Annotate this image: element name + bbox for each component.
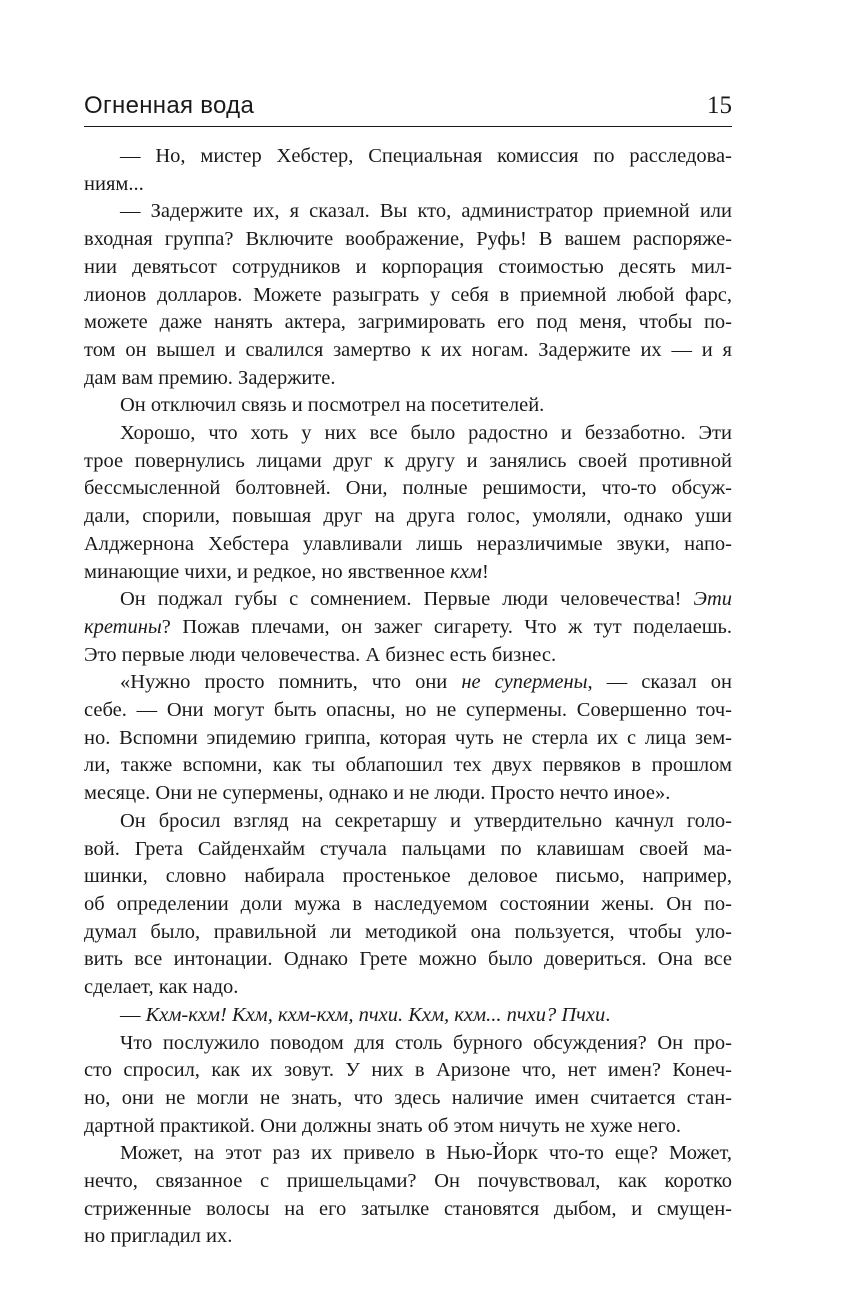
- text-run: Может, на этот раз их привело в Нью-Йорк что-то еще? Может,: [120, 1142, 732, 1165]
- text-line: [84, 254, 732, 282]
- text-run: Он бросил взгляд на секретаршу и утвердительно качнул голо-: [120, 809, 732, 832]
- italic-run: кхм: [450, 560, 482, 583]
- text-run: Это первые люди человечества. А бизнес есть бизнес.: [84, 643, 557, 666]
- text-line: [84, 1113, 732, 1141]
- text-line: [84, 143, 732, 171]
- text-run: .: [605, 1003, 611, 1026]
- text-run: Алджернона Хебстера улавливали лишь неразличимые звуки, напо-: [84, 532, 732, 555]
- text-run: дам вам премию. Задержите.: [84, 366, 336, 389]
- text-run: можете даже нанять актера, загримировать его под меня, чтобы по-: [84, 311, 732, 334]
- text-line: [84, 586, 732, 614]
- text-run: Он отключил связь и посмотрел на посетителей.: [120, 394, 545, 417]
- text-line: [84, 531, 732, 559]
- text-run: Хорошо, что хоть у них все было радостно и беззаботно. Эти: [120, 422, 732, 445]
- text-line: [84, 919, 732, 947]
- text-line: [84, 946, 732, 974]
- text-line: [84, 974, 732, 1002]
- text-line: [84, 171, 732, 199]
- text-line: [84, 226, 732, 254]
- text-line: [84, 1085, 732, 1113]
- text-run: —: [120, 1003, 146, 1026]
- text-run: себе. — Они могут быть опасны, но не супермены. Совершенно точ-: [84, 699, 732, 722]
- text-line: [84, 448, 732, 476]
- text-line: [84, 337, 732, 365]
- text-run: шинки, словно набирала простенькое деловое письмо, например,: [84, 865, 732, 888]
- text-line: [84, 282, 732, 310]
- text-line: [84, 863, 732, 891]
- text-line: [84, 836, 732, 864]
- running-title: Огненная вода: [84, 92, 255, 119]
- text-line: [84, 1168, 732, 1196]
- text-run: бессмысленной болтовней. Они, полные решимости, что-то обсуж-: [84, 477, 732, 500]
- text-run: , — сказал он: [587, 671, 732, 694]
- text-run: но. Вспомни эпидемию гриппа, которая чуть не стерла их с лица зем-: [84, 726, 732, 749]
- text-line: [84, 1140, 732, 1168]
- text-run: входная группа? Включите воображение, Руфь! В вашем распоряже-: [84, 228, 732, 251]
- italic-run: Эти: [693, 588, 732, 611]
- text-line: [84, 1196, 732, 1224]
- text-line: [84, 420, 732, 448]
- text-run: об определении доли мужа в наследуемом состоянии жены. Он по-: [84, 892, 732, 915]
- text-line: [84, 1030, 732, 1058]
- text-run: вить все интонации. Однако Грете можно было довериться. Она все: [84, 948, 732, 971]
- text-line: [84, 669, 732, 697]
- text-run: стриженные волосы на его затылке становятся дыбом, и смущен-: [84, 1197, 732, 1220]
- text-run: минающие чихи, и редкое, но явственное: [84, 560, 451, 583]
- text-run: но, они не могли не знать, что здесь наличие имен считается стан-: [84, 1086, 732, 1109]
- book-page: [84, 86, 732, 1251]
- text-run: — Задержите их, я сказал. Вы кто, администратор приемной или: [120, 200, 732, 223]
- text-line: [84, 503, 732, 531]
- text-run: сто спросил, как их зовут. У них в Аризоне что, нет имен? Конеч-: [84, 1059, 732, 1082]
- text-line: [84, 780, 732, 808]
- text-run: «Нужно просто помнить, что они: [120, 671, 462, 694]
- text-line: [84, 475, 732, 503]
- text-run: ниям...: [84, 172, 144, 195]
- text-run: том он вышел и свалился замертво к их ногам. Задержите их — и я: [84, 338, 732, 361]
- text-run: лионов долларов. Можете разыграть у себя в приемной любой фарс,: [84, 283, 732, 306]
- text-line: [84, 614, 732, 642]
- page-number: 15: [707, 92, 732, 119]
- body-text: [84, 143, 732, 1251]
- text-run: Он поджал губы с сомнением. Первые люди человечества!: [120, 588, 694, 611]
- text-run: дали, спорили, повышая друг на друга голос, умоляли, однако уши: [84, 505, 732, 528]
- text-line: [84, 752, 732, 780]
- italic-run: Кхм-кхм! Кхм, кхм-кхм, пчхи. Кхм, кхм... пчхи? Пчхи: [145, 1003, 606, 1026]
- text-line: [84, 1002, 732, 1030]
- text-run: ? Пожав плечами, он зажег сигарету. Что ж тут поделаешь.: [161, 615, 732, 638]
- text-run: — Но, мистер Хебстер, Специальная комиссия по расследова-: [120, 145, 732, 167]
- text-line: [84, 725, 732, 753]
- text-run: нечто, связанное с пришельцами? Он почувствовал, как коротко: [84, 1170, 732, 1193]
- text-line: [84, 1223, 732, 1251]
- text-run: думал было, правильной ли методикой она пользуется, чтобы уло-: [84, 920, 732, 943]
- text-line: [84, 891, 732, 919]
- text-line: [84, 697, 732, 725]
- text-run: !: [481, 560, 489, 583]
- text-line: [84, 309, 732, 337]
- text-run: сделает, как надо.: [84, 976, 239, 999]
- text-line: [84, 808, 732, 836]
- text-line: [84, 392, 732, 420]
- text-run: трое повернулись лицами друг к другу и занялись своей противной: [84, 449, 732, 472]
- text-line: [84, 559, 732, 587]
- text-line: [84, 642, 732, 670]
- text-line: [84, 365, 732, 393]
- italic-run: кретины: [84, 615, 162, 638]
- text-line: [84, 1057, 732, 1085]
- text-run: дартной практикой. Они должны знать об этом ничуть не хуже него.: [84, 1114, 682, 1137]
- text-line: [84, 198, 732, 226]
- text-run: месяце. Они не супермены, однако и не люди. Просто нечто иное».: [84, 782, 671, 805]
- text-run: ли, также вспомни, как ты облапошил тех двух первяков в прошлом: [84, 754, 732, 777]
- running-head: [84, 86, 732, 127]
- text-run: Что послужило поводом для столь бурного обсуждения? Он про-: [120, 1031, 732, 1054]
- italic-run: не супермены: [461, 671, 588, 694]
- text-run: вой. Грета Сайденхайм стучала пальцами по клавишам своей ма-: [84, 837, 732, 860]
- text-run: но пригладил их.: [84, 1225, 233, 1248]
- text-run: нии девятьсот сотрудников и корпорация стоимостью десять мил-: [84, 255, 732, 278]
